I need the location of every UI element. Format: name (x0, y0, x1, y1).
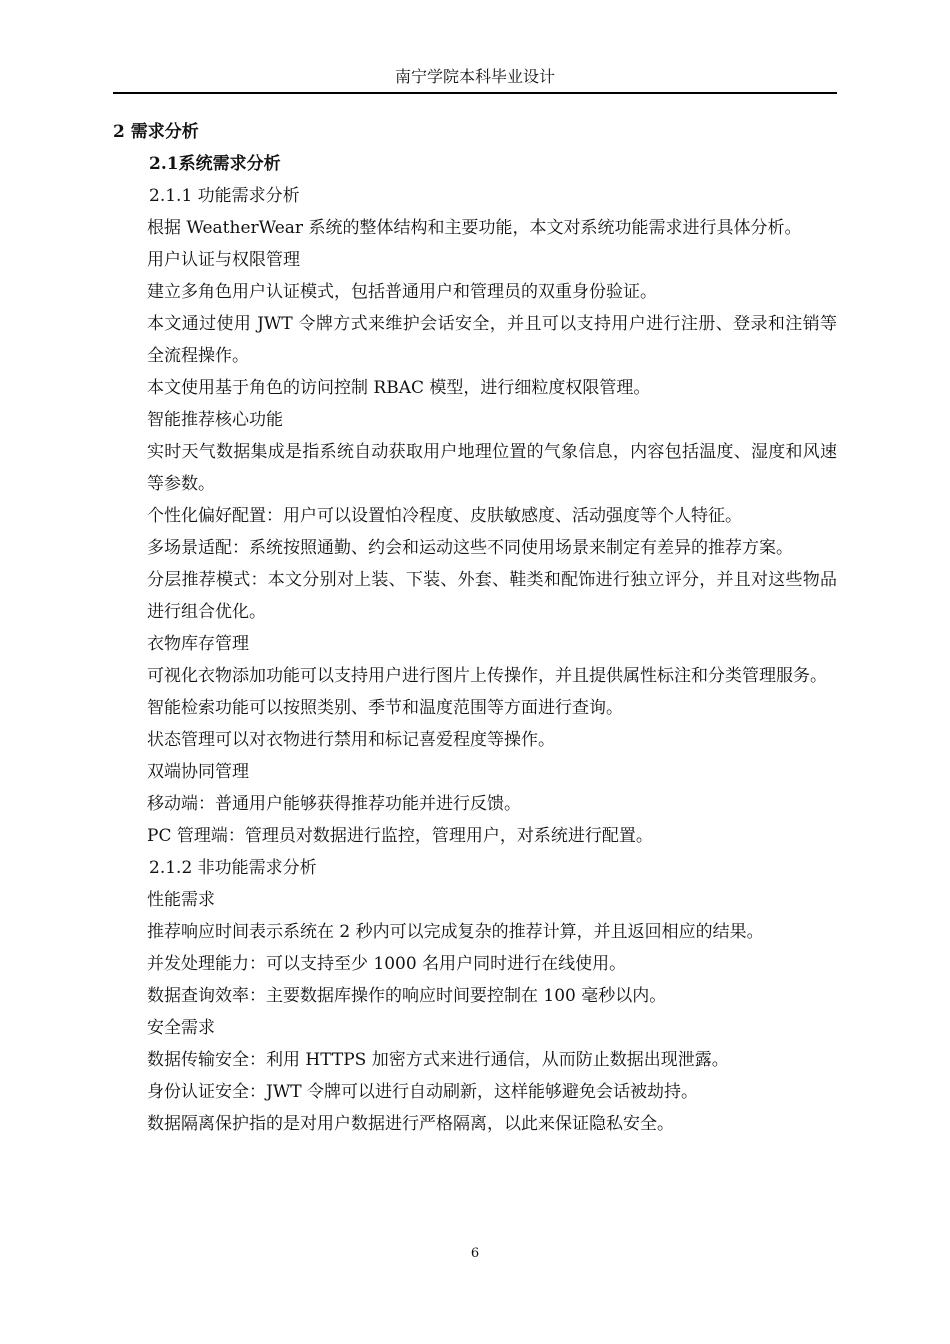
auth-paragraph-3: 本文使用基于角色的访问控制 RBAC 模型，进行细粒度权限管理。 (147, 378, 651, 398)
sec-paragraph-2: 身份认证安全：JWT 令牌可以进行自动刷新，这样能够避免会话被劫持。 (147, 1082, 699, 1102)
dual-title: 双端协同管理 (147, 762, 249, 782)
subsection-heading-2: 2.1.2 非功能需求分析 (149, 858, 317, 878)
inv-title: 衣物库存管理 (147, 634, 249, 654)
running-header: 南宁学院本科毕业设计 (394, 67, 555, 86)
auth-paragraph-1: 建立多角色用户认证模式，包括普通用户和管理员的双重身份验证。 (147, 282, 657, 302)
perf-paragraph-2: 并发处理能力：可以支持至少 1000 名用户同时进行在线使用。 (147, 954, 627, 974)
subsection-heading: 2.1.1 功能需求分析 (149, 186, 300, 206)
section-heading: 2.1系统需求分析 (149, 154, 281, 174)
inv-paragraph-2: 智能检索功能可以按照类别、季节和温度范围等方面进行查询。 (147, 698, 623, 718)
dual-paragraph-1: 移动端：普通用户能够获得推荐功能并进行反馈。 (147, 794, 521, 814)
rec-paragraph-2: 个性化偏好配置：用户可以设置怕冷程度、皮肤敏感度、活动强度等个人特征。 (147, 506, 742, 526)
perf-paragraph-1: 推荐响应时间表示系统在 2 秒内可以完成复杂的推荐计算，并且返回相应的结果。 (147, 922, 764, 942)
auth-title: 用户认证与权限管理 (147, 250, 300, 270)
auth-paragraph-2: 本文通过使用 JWT 令牌方式来维护会话安全，并且可以支持用户进行注册、登录和注销等全流程操作。 (147, 314, 837, 366)
page-body (113, 116, 837, 1140)
page-number: 6 (470, 1246, 480, 1261)
sec-paragraph-1: 数据传输安全：利用 HTTPS 加密方式来进行通信，从而防止数据出现泄露。 (147, 1050, 729, 1070)
header-rule (113, 92, 837, 94)
rec-paragraph-3: 多场景适配：系统按照通勤、约会和运动这些不同使用场景来制定有差异的推荐方案。 (147, 538, 793, 558)
rec-paragraph-1: 实时天气数据集成是指系统自动获取用户地理位置的气象信息，内容包括温度、湿度和风速等参数。 (147, 442, 837, 494)
perf-paragraph-3: 数据查询效率：主要数据库操作的响应时间要控制在 100 毫秒以内。 (147, 986, 667, 1006)
intro-paragraph: 根据 WeatherWear 系统的整体结构和主要功能，本文对系统功能需求进行具体分析。 (147, 218, 802, 238)
dual-paragraph-2: PC 管理端：管理员对数据进行监控，管理用户，对系统进行配置。 (147, 826, 653, 846)
inv-paragraph-1: 可视化衣物添加功能可以支持用户进行图片上传操作，并且提供属性标注和分类管理服务。 (147, 666, 827, 686)
rec-paragraph-4: 分层推荐模式：本文分别对上装、下装、外套、鞋类和配饰进行独立评分，并且对这些物品进行组合优化。 (147, 570, 837, 622)
rec-title: 智能推荐核心功能 (147, 410, 283, 430)
sec-paragraph-3: 数据隔离保护指的是对用户数据进行严格隔离，以此来保证隐私安全。 (147, 1114, 674, 1134)
perf-title: 性能需求 (147, 890, 215, 910)
chapter-heading: 2 需求分析 (113, 122, 199, 142)
sec-title: 安全需求 (147, 1018, 215, 1038)
inv-paragraph-3: 状态管理可以对衣物进行禁用和标记喜爱程度等操作。 (147, 730, 555, 750)
